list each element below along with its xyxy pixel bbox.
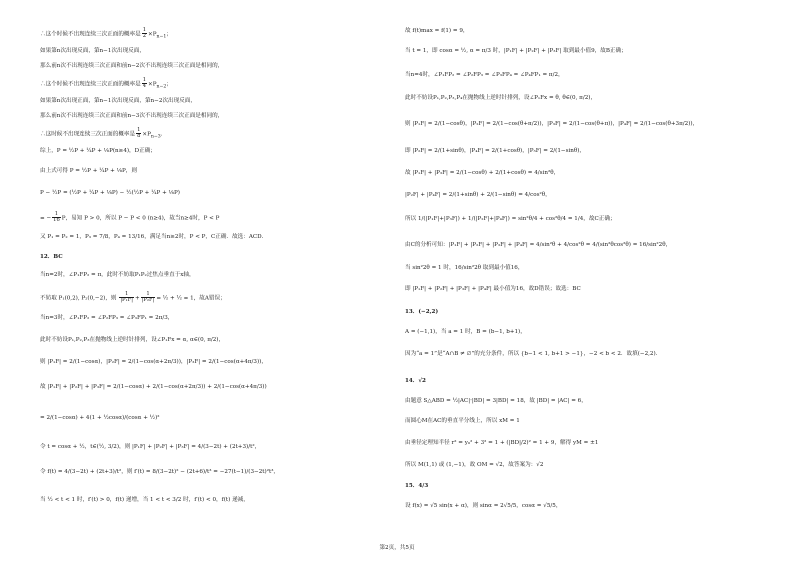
formula-line: 所以 1/(|P₁F|+|P₃F|) + 1/(|P₂F|+|P₄F|) = sin²θ/4 + cos²θ/4 = 1/4，故C正确； [405, 216, 616, 222]
text-line: 那么前n次不出现连续三次正面和前n−2次不出现连续三次正面是相同的， [40, 63, 224, 69]
text-line: 那么前n次不出现连续三次正面和前n−3次不出现连续三次正面是相同的， [40, 113, 224, 119]
text-line: 当n=4时，∠P₁FP₂ = ∠P₂FP₃ = ∠P₃FP₄ = ∠P₄FP₁ = π/2， [405, 72, 564, 78]
text-line: 所以 M(1,1) 或 (1,−1)，故 OM = √2，故答案为：√2 [405, 462, 544, 468]
fraction: $\frac{1}{4}$ [142, 77, 147, 90]
fraction: $\frac{1}{\text{|P₂F|}}$ [141, 291, 155, 304]
page-footer: 第2页，共5页 [379, 545, 415, 551]
fraction: $\frac{1}{8}$ [137, 127, 141, 140]
formula-line: = 2/(1−cosα) + 4(1 + ½cosα)/(cosα + ½)² [40, 415, 160, 421]
question-number: 13．(−2,2) [405, 309, 439, 315]
text-line: 此时不妨设P₁,P₂,P₃,P₄在抛物线上逆时针排列，设∠P₁Fx = θ, θ∈(0, π/2)， [405, 95, 597, 101]
formula-line: 由垂径定理知半径 r² = y₀² + 3² = 1 + (|BD|/2)² = 1 + 9，解得 yM = ±1 [405, 440, 599, 446]
text-line: ∴这个时候不出现连续三次正面的概率是 $\frac{1}{4}$ $\times P_{n-2}$； [40, 77, 172, 90]
formula-line: 则 |P₁F| = 2/(1−cosα)，|P₂F| = 2/(1−cos(α+2π/3))，|P₃F| = 2/(1−cos(α+4π/3))， [40, 359, 267, 365]
text-line: 由上式可得 P = ½P + ¼P + ⅛P，则 [40, 168, 137, 174]
fraction: $\frac{1}{16}$ [53, 211, 60, 224]
question-number: 14．√2 [405, 378, 426, 384]
formula-line: 则 |P₁F| = 2/(1−cosθ)，|P₂F| = 2/(1−cos(θ+π/2))，|P₃F| = 2/(1−cos(θ+π))，|P₄F| = 2/(1−cos(θ+3π/2))， [405, 121, 699, 127]
formula-line: 故 |P₁F| + |P₂F| + |P₃F| = 2/(1−cosα) + 2/(1−cos(α+2π/3)) + 2/(1−cos(α+4π/3)) [40, 384, 267, 390]
text-line: 因为“a = 1”是“A∩B ≠ ∅”的充分条件，所以 {b−1 < 1, b+1 > −1}，−2 < b < 2．故填(−2,2). [405, 351, 658, 357]
text-line: 当n=2时，∠P₁FP₂ = π，此时不妨取P₁P₂过焦点垂直于x轴， [40, 272, 195, 278]
text-line: 又 P₁ = P₂ = 1，P₃ = 7/8，P₄ = 13/16，满足当n≥2时，P < P，C正确．故选：ACD. [40, 234, 264, 240]
text-line: 而圆心M在AC的垂直平分线上，所以 xM = 1 [405, 418, 520, 424]
formula-line: P − ½P = (½P + ¼P + ⅛P) − ½(½P + ¼P + ⅛P) [40, 190, 180, 196]
text-line: 当 ½ < t < 1 时，f′(t) > 0，f(t) 递增，当 1 < t < 3/2 时，f′(t) < 0，f(t) 递减， [40, 497, 249, 503]
text-line: 设 f(x) = √5 sin(x + α)，则 sinα = 2√5/5，cosα = √5/5， [405, 503, 562, 509]
fraction: $\frac{1}{2}$ [142, 27, 147, 40]
formula-line: 当 sin²2θ = 1 时，16/sin²2θ 取到最小值16， [405, 265, 524, 271]
text-line: 当 t = 1，即 cosα = ½, α = π/3 时，|P₁F| + |P₂F| + |P₃F| 取到最小值9，故B正确； [405, 48, 627, 54]
formula-line: 故 |P₁F| + |P₃F| = 2/(1−cosθ) + 2/(1+cosθ) = 4/sin²θ， [405, 170, 560, 176]
text-line: 如果第n次出现反面，第n−1次出现反面， [40, 48, 145, 54]
fraction: $\frac{1}{\text{|P₁F|}}$ [120, 291, 133, 304]
formula-line: 由C的分析可知：|P₁F| + |P₂F| + |P₃F| + |P₄F| = 4/sin²θ + 4/cos²θ = 4/(sin²θcos²θ) = 16/sin²2θ， [405, 242, 672, 248]
text-line: ∴这个时候不出现连续三次正面的概率是 $\frac{1}{2}$ $\times P_{n-1}$； [40, 27, 172, 40]
text-line: A = (−1,1)，当 a = 1 时，B = (b−1, b+1)， [405, 329, 526, 335]
formula-line: 令 t = cosα + ½，t∈(½, 3/2)，则 |P₁F| + |P₂F| + |P₃F| = 4/(3−2t) + (2t+3)/t²， [40, 444, 261, 450]
formula-line: 即 |P₂F| = 2/(1+sinθ)，|P₄F| = 2/(1+cosθ)，|P₃F| = 2/(1−sinθ)， [405, 148, 586, 154]
formula-line: = − $\frac{1}{16}$ P，易知 P > 0，所以 P − P < 0 (n≥4)，故当n≥4时，P < P [40, 211, 220, 224]
text-line: ∴这时候不出现连续三次正面的概率是 $\frac{1}{8}$ $\times P_{n-3}$． [40, 127, 167, 140]
text-line: 当n=3时，∠P₁FP₂ = ∠P₂FP₃ = ∠P₃FP₁ = 2π/3， [40, 315, 174, 321]
text-line: 故 f(t)max = f(1) = 9， [405, 28, 469, 34]
text-line: 即 |P₁F| + |P₂F| + |P₃F| + |P₄F| 最小值为16，故D错误；故选：BC [405, 286, 581, 292]
formula-line: 不妨取 P₁(0,2), P₂(0,−2)，则 $\frac{1}{\text{|P₁F|}}$ + $\frac{1}{\text{|P₂F|}}$ = ½ + ½ = 1，故A错误； [40, 291, 226, 304]
text-line: 由题意 S△ABD = ½|AC|·|BD| = 3|BD| = 18，故 |BD| = |AC| = 6， [405, 398, 587, 404]
text-line: 综上，P = ½P + ¼P + ⅛P(n≥4)，D正确； [40, 148, 156, 154]
question-number: 15．4/3 [405, 483, 429, 489]
text-line: 此时不妨设P₁,P₂,P₃在抛物线上逆时针排列，设∠P₁Fx = α, α∈(0, π/2)， [40, 337, 225, 343]
text-line: 如果第n次出现正面，第n−1次出现反面，第n−2次出现反面， [40, 98, 196, 104]
question-number: 12．BC [40, 254, 63, 260]
formula-line: |P₂F| + |P₄F| = 2/(1+sinθ) + 2/(1−sinθ) = 4/cos²θ， [405, 192, 551, 198]
formula-line: 令 f(t) = 4/(3−2t) + (2t+3)/t²，则 f′(t) = 8/(3−2t)² − (2t+6)/t³ = −27(t−1)/(3−2t)²t³， [40, 469, 280, 475]
